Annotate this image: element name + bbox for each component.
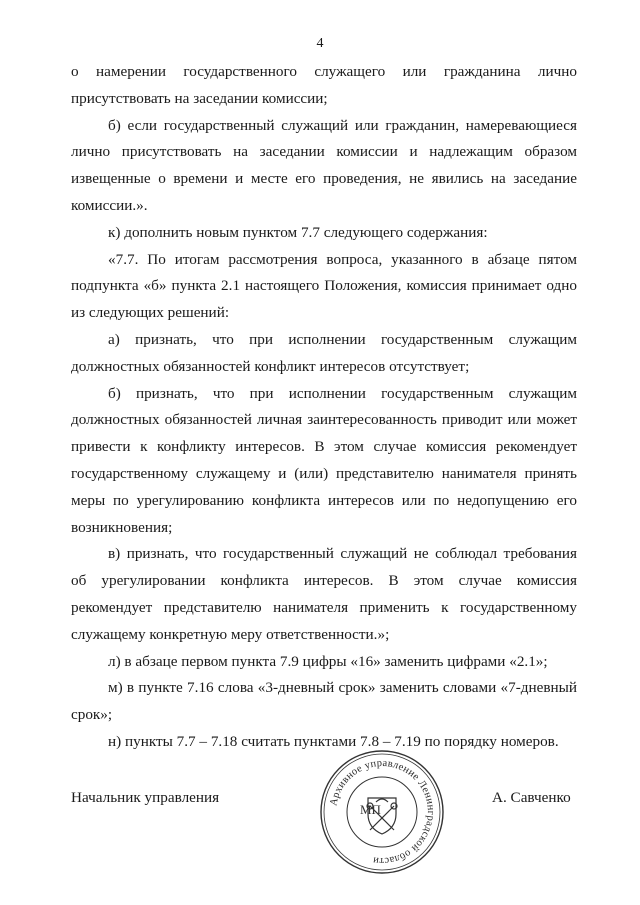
paragraph: «7.7. По итогам рассмотрения вопроса, указанного в абзаце пятом подпункта «б» пункта 2.1 настоящего Положения, комиссия принимает одно из следующих решений: <box>71 250 577 322</box>
page-number: 4 <box>316 36 324 51</box>
paragraph: м) в пункте 7.16 слова «3-дневный срок» заменить словами «7-дневный срок»; <box>71 679 577 724</box>
official-seal <box>318 748 446 876</box>
paragraph: в) признать, что государственный служащий не соблюдал требования об урегулировании конфликта интересов. В этом случае комиссия рекомендует представителю нанимателя применить к государственному служащему конкретную меру ответственности.»; <box>71 545 577 643</box>
seal-mp-mark: МП <box>360 802 381 817</box>
paragraph: а) признать, что при исполнении государственным служащим должностных обязанностей конфликт интересов отсутствует; <box>71 330 577 375</box>
paragraph: л) в абзаце первом пункта 7.9 цифры «16» заменить цифрами «2.1»; <box>108 652 548 670</box>
paragraph: н) пункты 7.7 – 7.18 считать пунктами 7.8 – 7.19 по порядку номеров. <box>108 732 559 750</box>
paragraph: о намерении государственного служащего или гражданина лично присутствовать на заседании комиссии; <box>71 63 577 107</box>
seal-stamp-icon <box>318 748 446 876</box>
svg-text:Архивное управление Ленинградс <box>328 758 436 866</box>
document-body <box>71 59 577 756</box>
paragraph: к) дополнить новым пунктом 7.7 следующего содержания: <box>108 223 488 241</box>
seal-ring-text: Архивное управление Ленинградской области <box>328 757 437 867</box>
signature-name: А. Савченко <box>492 789 571 806</box>
paragraph: б) если государственный служащий или гражданин, намеревающиеся лично присутствовать на заседании комиссии и надлежащим образом извещенные о времени и месте его проведения, не явились на заседание комиссии.». <box>71 116 577 214</box>
paragraph: б) признать, что при исполнении государственным служащим должностных обязанностей личная заинтересованность приводит или может привести к конфликту интересов. В этом случае комиссия рекомендует государственному служащему и (или) представителю нанимателя принять меры по урегулированию конфликта интересов или по недопущению его возникновения; <box>71 384 577 536</box>
signature-position: Начальник управления <box>71 789 220 806</box>
